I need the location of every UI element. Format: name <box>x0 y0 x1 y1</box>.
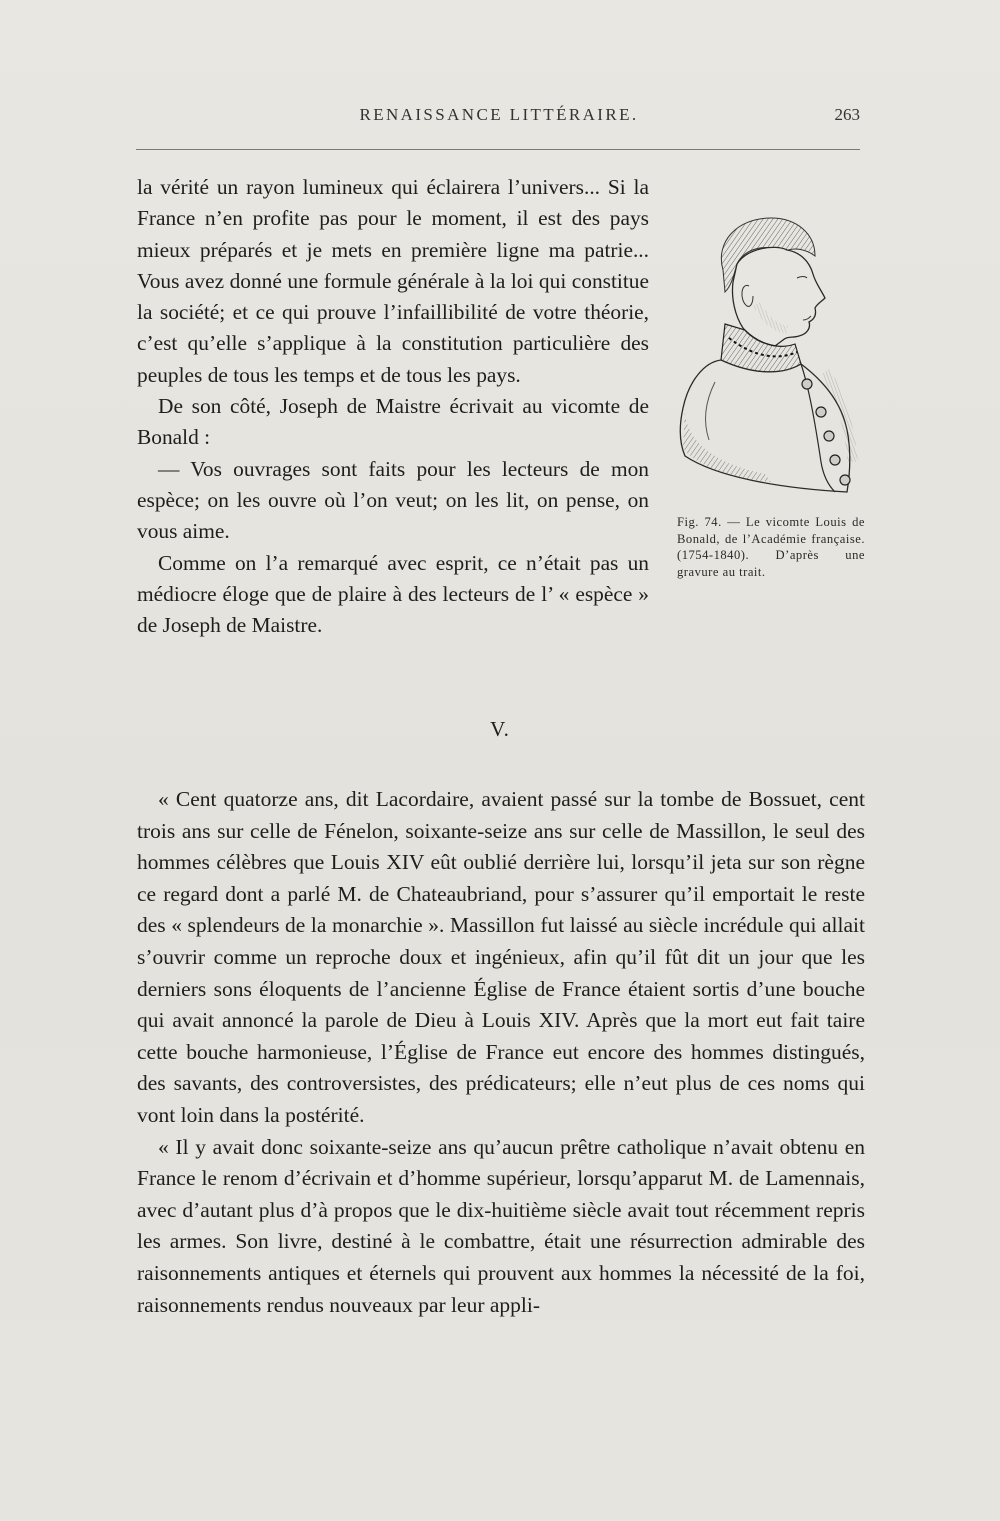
paragraph-remark: Comme on l’a remarqué avec esprit, ce n’était pas un médiocre éloge que de plaire à des lecteurs de l’ « espèce » de Joseph de Maistre. <box>137 550 649 638</box>
figure-caption: Fig. 74. — Le vicomte Louis de Bonald, de l’Académie française. (1754-1840). D’après une gravure au trait. <box>677 515 865 579</box>
section-numeral: V. <box>490 717 510 741</box>
header-rule <box>136 149 860 150</box>
running-head <box>138 105 860 133</box>
paragraph-quote: — Vos ouvrages sont faits pour les lecteurs de mon espèce; on les ouvre où l’on veut; on les lit, on pense, on vous aime. <box>137 456 649 544</box>
running-title: RENAISSANCE LITTÉRAIRE. <box>359 105 639 124</box>
paragraph-lacordaire-quote: « Cent quatorze ans, dit Lacordaire, avaient passé sur la tombe de Bossuet, cent trois ans sur celle de Fénelon, soixante-seize ans sur celle de Massillon, le seul des hommes célèbres que Louis XIV eût oublié derrière lui, lorsqu’il jeta sur son règne ce regard dont a parlé M. de Chateaubriand, pour s’assurer qu’il emportait le reste des « splendeurs de la monarchie ». Massillon fut laissé au siècle incrédule qui allait s’ouvrir comme un reproche doux et ingénieux, afin qu’il fût dit un jour que les derniers sons éloquents de l’ancienne Église de France étaient sortis d’une bouche qui avait annoncé la parole de Dieu à Louis XIV. Après que la mort eut fait taire cette bouche harmonieuse, l’Église de France eut encore des hommes distingués, des savants, des controversistes, des prédicateurs; elle n’eut plus de ces noms qui vont loin dans la postérité. <box>137 787 865 1127</box>
paragraph-continued: la vérité un rayon lumineux qui éclairera l’univers... Si la France n’en profite pas pour le moment, il est des pays mieux préparés et je mets en première ligne ma patrie... Vous avez donné une formule générale à la loi qui constitue la société; et ce qui prouve l’infaillibilité de votre théorie, c’est qu’elle s’applique à la constitution particulière des peuples de tous les temps et de tous les pays. <box>137 175 649 387</box>
figure-portrait <box>675 212 865 497</box>
bottom-text-column <box>137 784 865 1321</box>
paragraph-lamennais: « Il y avait donc soixante-seize ans qu’aucun prêtre catholique n’avait obtenu en France le renom d’écrivain et d’homme supérieur, lorsqu’apparut M. de Lamennais, avec d’autant plus d’à propos que le dix-huitième siècle avait tout récemment repris les armes. Son livre, destiné à le combattre, était une résurrection admirable des raisonnements antiques et éternels qui prouvent aux hommes la nécessité de la foi, raisonnements rendus nouveaux par leur appli- <box>137 1134 865 1317</box>
paragraph-de-maistre-intro: De son côté, Joseph de Maistre écrivait au vicomte de Bonald : <box>137 394 649 450</box>
page-number: 263 <box>834 105 860 124</box>
portrait-engraving <box>675 212 861 497</box>
top-text-column <box>137 172 649 641</box>
